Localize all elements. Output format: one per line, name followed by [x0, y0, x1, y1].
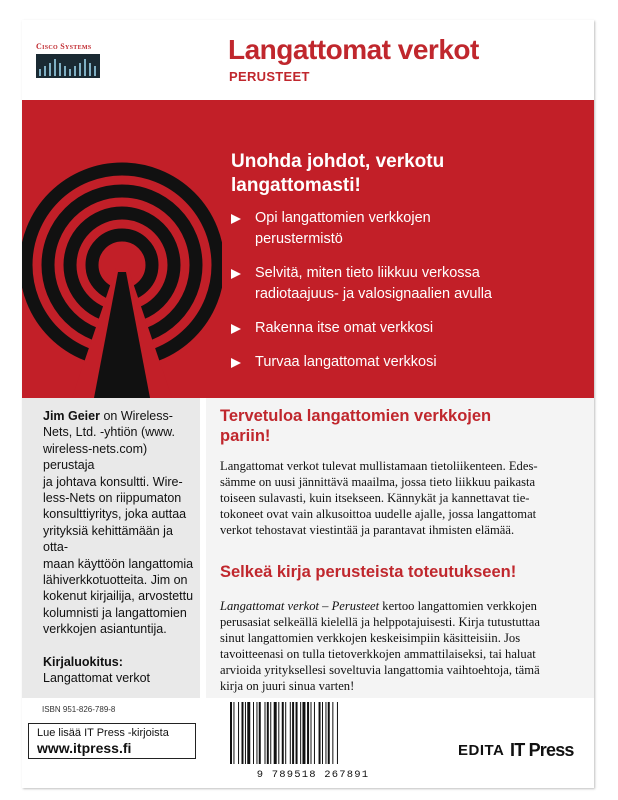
bio-line: ja johtava konsultti. Wire- — [43, 474, 183, 489]
cisco-logo — [36, 42, 100, 78]
author-bio — [43, 408, 195, 638]
itpress-note: Lue lisää IT Press -kirjoista — [37, 727, 169, 739]
heading-line: pariin! — [220, 427, 271, 445]
book-title-italic: Langattomat verkot – Perusteet — [220, 599, 380, 613]
bio-line: konsulttiyritys, joka auttaa — [43, 507, 187, 522]
body-line: verkot tehostavat viestintää ja parantavat ihmisten elämää. — [220, 523, 515, 537]
feature-line: Turvaa langattomat verkkosi — [255, 354, 437, 370]
isbn-text: ISBN 951-826-789-8 — [42, 705, 116, 714]
bio-line: Nets, Ltd. -yhtiön (www. — [43, 425, 175, 440]
body-line: tavoitteenasi on tulla tietoverkkojen ammattilaiseksi, tai haluat — [220, 647, 536, 661]
feature-item — [231, 318, 581, 339]
hero-tagline — [231, 150, 551, 198]
author-name: Jim Geier — [43, 409, 100, 423]
feature-item — [231, 263, 581, 305]
body-line: perusasiat selkeällä kielellä ja helppotajuisesti. Kirja tutustuttaa — [220, 615, 540, 629]
book-subtitle: PERUSTEET — [229, 69, 310, 84]
publisher-itpress-logo: IT Press — [510, 740, 574, 760]
body-line: tokoneet ovat vain alkusoittoa uudelle ajalle, jossa langattomat — [220, 507, 537, 521]
cisco-bridge-icon — [36, 54, 100, 78]
feature-line: radiotaajuus- ja valosignaalien avulla — [255, 286, 492, 302]
barcode — [218, 698, 408, 766]
hero-band — [22, 100, 594, 398]
cover-header — [22, 20, 594, 100]
bio-line: verkkojen asiantuntija. — [43, 622, 167, 637]
guide-heading: Selkeä kirja perusteista toteutukseen! — [220, 563, 517, 581]
feature-item — [231, 352, 581, 373]
welcome-heading — [220, 406, 580, 446]
barcode-number: 9 789518 267891 — [256, 769, 370, 781]
book-title: Langattomat verkot — [228, 34, 479, 65]
classification-label: Kirjaluokitus: — [43, 655, 123, 669]
body-line: kertoo langattomien verkkojen — [379, 599, 537, 613]
body-line: Langattomat verkot tulevat mullistamaan tietoliikenteen. Edes- — [220, 459, 538, 473]
feature-item — [231, 208, 581, 250]
tagline-line-2: langattomasti! — [231, 175, 361, 196]
arrow-bullet-icon — [231, 324, 241, 334]
itpress-info-box — [28, 723, 196, 759]
bio-line: wireless-nets.com) perustaja — [43, 441, 148, 473]
feature-line: Selvitä, miten tieto liikkuu verkossa — [255, 265, 480, 281]
feature-line: Rakenna itse omat verkkosi — [255, 320, 434, 336]
body-line: kirja on juuri sinua varten! — [220, 679, 355, 693]
cisco-logo-text: Cisco Systems — [36, 42, 92, 51]
feature-line: Opi langattomien verkkojen — [255, 210, 431, 226]
lower-section — [22, 398, 594, 788]
publisher-edita-logo: EDITA — [458, 742, 505, 759]
author-panel — [22, 398, 200, 698]
bio-line: maan käyttöön langattomia — [43, 556, 194, 571]
feature-line: perustermistö — [255, 231, 343, 247]
guide-body — [220, 598, 580, 694]
bio-line: kolumnisti ja langattomien — [43, 605, 187, 620]
description-panel — [206, 398, 594, 698]
itpress-url[interactable]: www.itpress.fi — [37, 740, 132, 756]
bio-line: kokenut kirjailija, arvostettu — [43, 589, 194, 604]
barcode-bars-icon — [218, 698, 408, 766]
tagline-line-1: Unohda johdot, verkotu — [231, 151, 445, 172]
body-line: sämme on uusi jännittävä maailma, jossa tieto liikkuu paikasta — [220, 475, 536, 489]
bio-line: yrityksiä kehittämään ja otta- — [43, 523, 173, 555]
bio-line: lähiverkkotuotteita. Jim on — [43, 573, 188, 588]
wireless-signal-icon — [22, 100, 222, 398]
body-line: arvioida yrityksellesi soveltuvia langattomia vaihtoehtoja, tämä — [220, 663, 540, 677]
bio-line: less-Nets on riippumaton — [43, 491, 182, 506]
arrow-bullet-icon — [231, 269, 241, 279]
welcome-body — [220, 458, 580, 538]
book-back-cover — [22, 20, 594, 788]
bio-line: on Wireless- — [99, 409, 173, 423]
arrow-bullet-icon — [231, 214, 241, 224]
body-line: toiseen sulavasti, kuin itsekseen. Kännykät ja kannettavat tie- — [220, 491, 530, 505]
feature-list — [231, 208, 581, 386]
body-line: sinut langattomien verkkojen keskeisimpiin käsitteisiin. Jos — [220, 631, 521, 645]
classification-value: Langattomat verkot — [43, 671, 151, 685]
heading-line: Tervetuloa langattomien verkkojen — [220, 407, 492, 425]
arrow-bullet-icon — [231, 358, 241, 368]
